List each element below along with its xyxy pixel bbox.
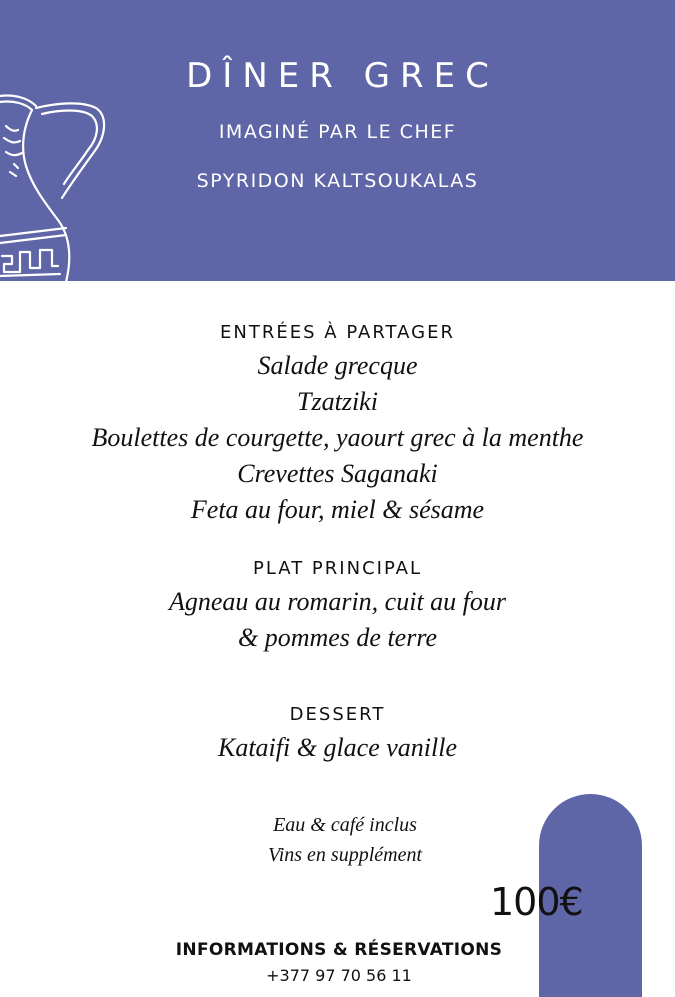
phone-number: +377 97 70 56 11 — [266, 966, 412, 985]
reservations-heading: INFORMATIONS & RÉSERVATIONS — [175, 940, 503, 960]
dish-item: Agneau au romarin, cuit au four — [168, 587, 507, 616]
chef-name: SPYRIDON KALTSOUKALAS — [196, 170, 479, 192]
menu-title: DÎNER GREC — [186, 56, 499, 96]
chef-subtitle-line1: IMAGINÉ PAR LE CHEF — [218, 121, 457, 143]
dish-item: & pommes de terre — [237, 623, 438, 652]
section-main — [0, 554, 675, 656]
section-title-starters: ENTRÉES À PARTAGER — [220, 322, 455, 343]
dish-item: Crevettes Saganaki — [237, 459, 438, 488]
dish-item: Feta au four, miel & sésame — [190, 495, 485, 524]
note-wines: Vins en supplément — [267, 844, 423, 866]
dish-item: Kataifi & glace vanille — [217, 733, 457, 762]
section-starters — [0, 318, 675, 528]
section-title-main: PLAT PRINCIPAL — [253, 558, 422, 579]
menu-body — [0, 318, 675, 766]
header-banner — [0, 0, 675, 281]
dish-item: Salade grecque — [257, 351, 418, 380]
dish-item: Boulettes de courgette, yaourt grec à la menthe — [91, 423, 584, 452]
section-dessert — [0, 700, 675, 766]
section-title-dessert: DESSERT — [289, 704, 386, 725]
price-label: 100€ — [490, 880, 583, 924]
note-water-coffee: Eau & café inclus — [273, 814, 417, 836]
menu-notes — [0, 810, 675, 870]
dish-item: Tzatziki — [297, 387, 378, 416]
